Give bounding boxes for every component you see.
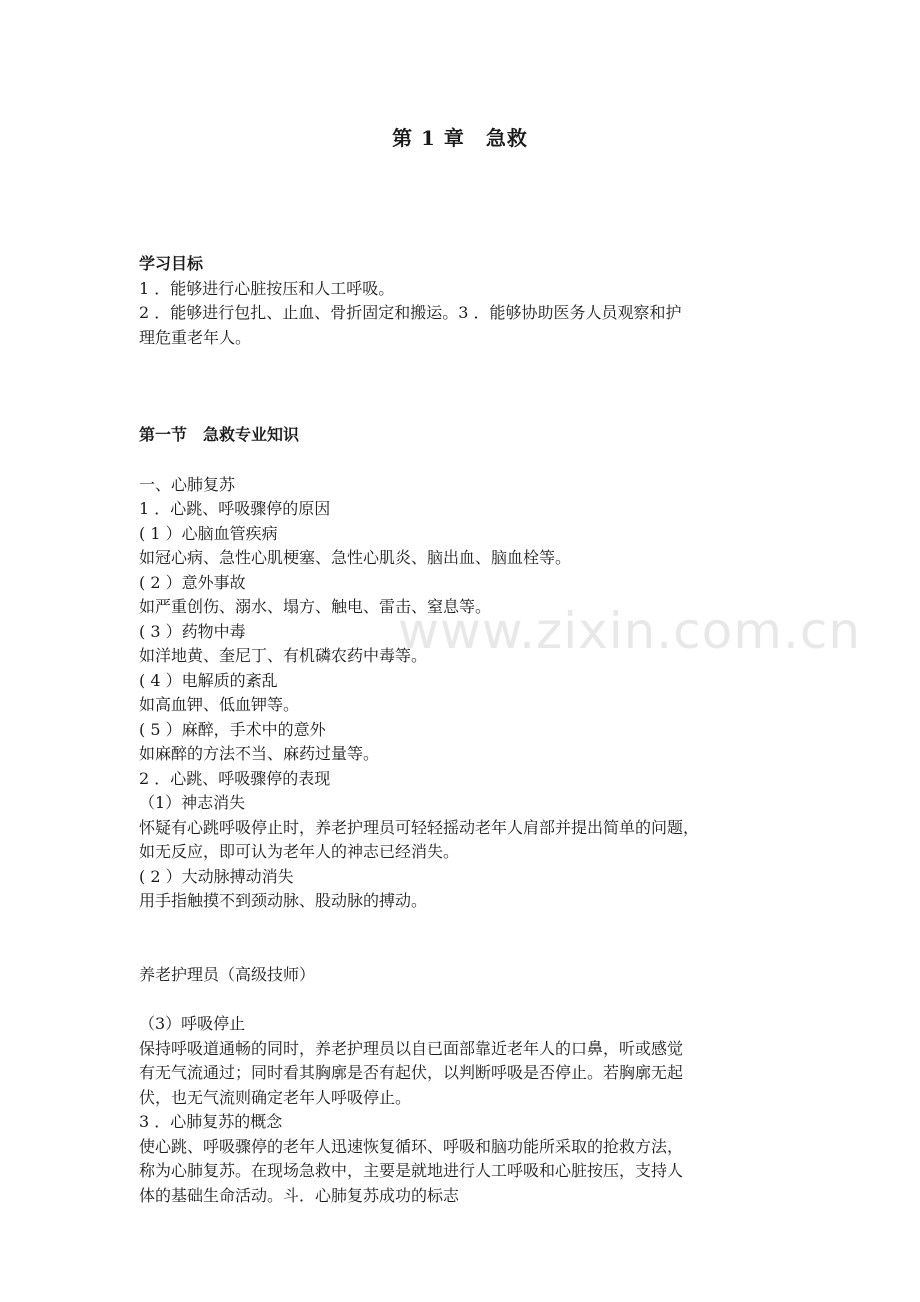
body-line: 如无反应，即可认为老年人的神志已经消失。 — [139, 842, 460, 861]
body-line: 1 ．心跳、呼吸骤停的原因 — [139, 499, 331, 518]
body-line: 用手指触摸不到颈动脉、股动脉的搏动。 — [139, 891, 428, 910]
body-line: （3）呼吸停止 — [139, 1014, 246, 1033]
body-line: 如冠心病、急性心肌梗塞、急性心肌炎、脑出血、脑血栓等。 — [139, 548, 572, 567]
spacer — [139, 987, 789, 1012]
body-line: 如高血钾、低血钾等。 — [139, 695, 300, 714]
body-line: （1）神志消失 — [139, 793, 246, 812]
objective-line: 1 ．能够进行心脏按压和人工呼吸。 — [139, 278, 395, 298]
body-line: 使心跳、呼吸骤停的老年人迅速恢复循环、呼吸和脑功能所采取的抢救方法， — [139, 1136, 684, 1156]
body-line: 如严重创伤、溺水、塌方、触电、雷击、窒息等。 — [139, 597, 492, 616]
objective-line: 2 ．能够进行包扎、止血、骨折固定和搬运。3 ．能够协助医务人员观察和护 — [139, 303, 682, 322]
body-line: 一、心肺复苏 — [139, 474, 236, 494]
body-line: 如洋地黄、奎尼丁、有机磷农药中毒等。 — [139, 646, 428, 665]
body-line: ( 3 ）药物中毒 — [139, 621, 246, 641]
body-line: ( 1 ）心脑血管疾病 — [139, 523, 278, 543]
body-line: ( 4 ）电解质的紊乱 — [139, 670, 278, 690]
objectives-heading: 学习目标 — [139, 254, 204, 273]
document-body — [139, 252, 789, 1208]
body-line: ( 2 ）意外事故 — [139, 572, 246, 592]
body-line: 体的基础生命活动。斗．心肺复苏成功的标志 — [139, 1185, 460, 1205]
body-line: 称为心肺复苏。在现场急救中，主要是就地进行人工呼吸和心脏按压，支持人 — [139, 1161, 684, 1180]
objective-line: 理危重老年人。 — [139, 327, 252, 347]
body-line: ( 2 ）大动脉搏动消失 — [139, 866, 294, 886]
spacer — [139, 350, 789, 423]
body-line: 有无气流通过；同时看其胸廓是否有起伏，以判断呼吸是否停止。若胸廓无起 — [139, 1063, 684, 1082]
chapter-title: 第 1 章 急救 — [392, 126, 528, 150]
body-line: ( 5 ）麻醉，手术中的意外 — [139, 719, 326, 739]
body-line: 3 ．心肺复苏的概念 — [139, 1112, 283, 1131]
spacer — [139, 448, 789, 473]
watermark: www.zixin.com.cn — [398, 602, 862, 660]
body-line: 2 ．心跳、呼吸骤停的表现 — [139, 768, 331, 788]
section-heading: 第一节 急救专业知识 — [139, 425, 300, 444]
body-line: 伏，也无气流则确定老年人呼吸停止。 — [139, 1087, 412, 1107]
spacer — [139, 914, 789, 963]
body-line: 怀疑有心跳呼吸停止时，养老护理员可轻轻摇动老年人肩部并提出简单的问题， — [139, 817, 700, 837]
body-line: 如麻醉的方法不当、麻药过量等。 — [139, 744, 380, 763]
body-line: 保持呼吸道通畅的同时，养老护理员以自已面部靠近老年人的口鼻，听或感觉 — [139, 1038, 684, 1058]
running-header: 养老护理员（高级技师） — [139, 964, 316, 984]
